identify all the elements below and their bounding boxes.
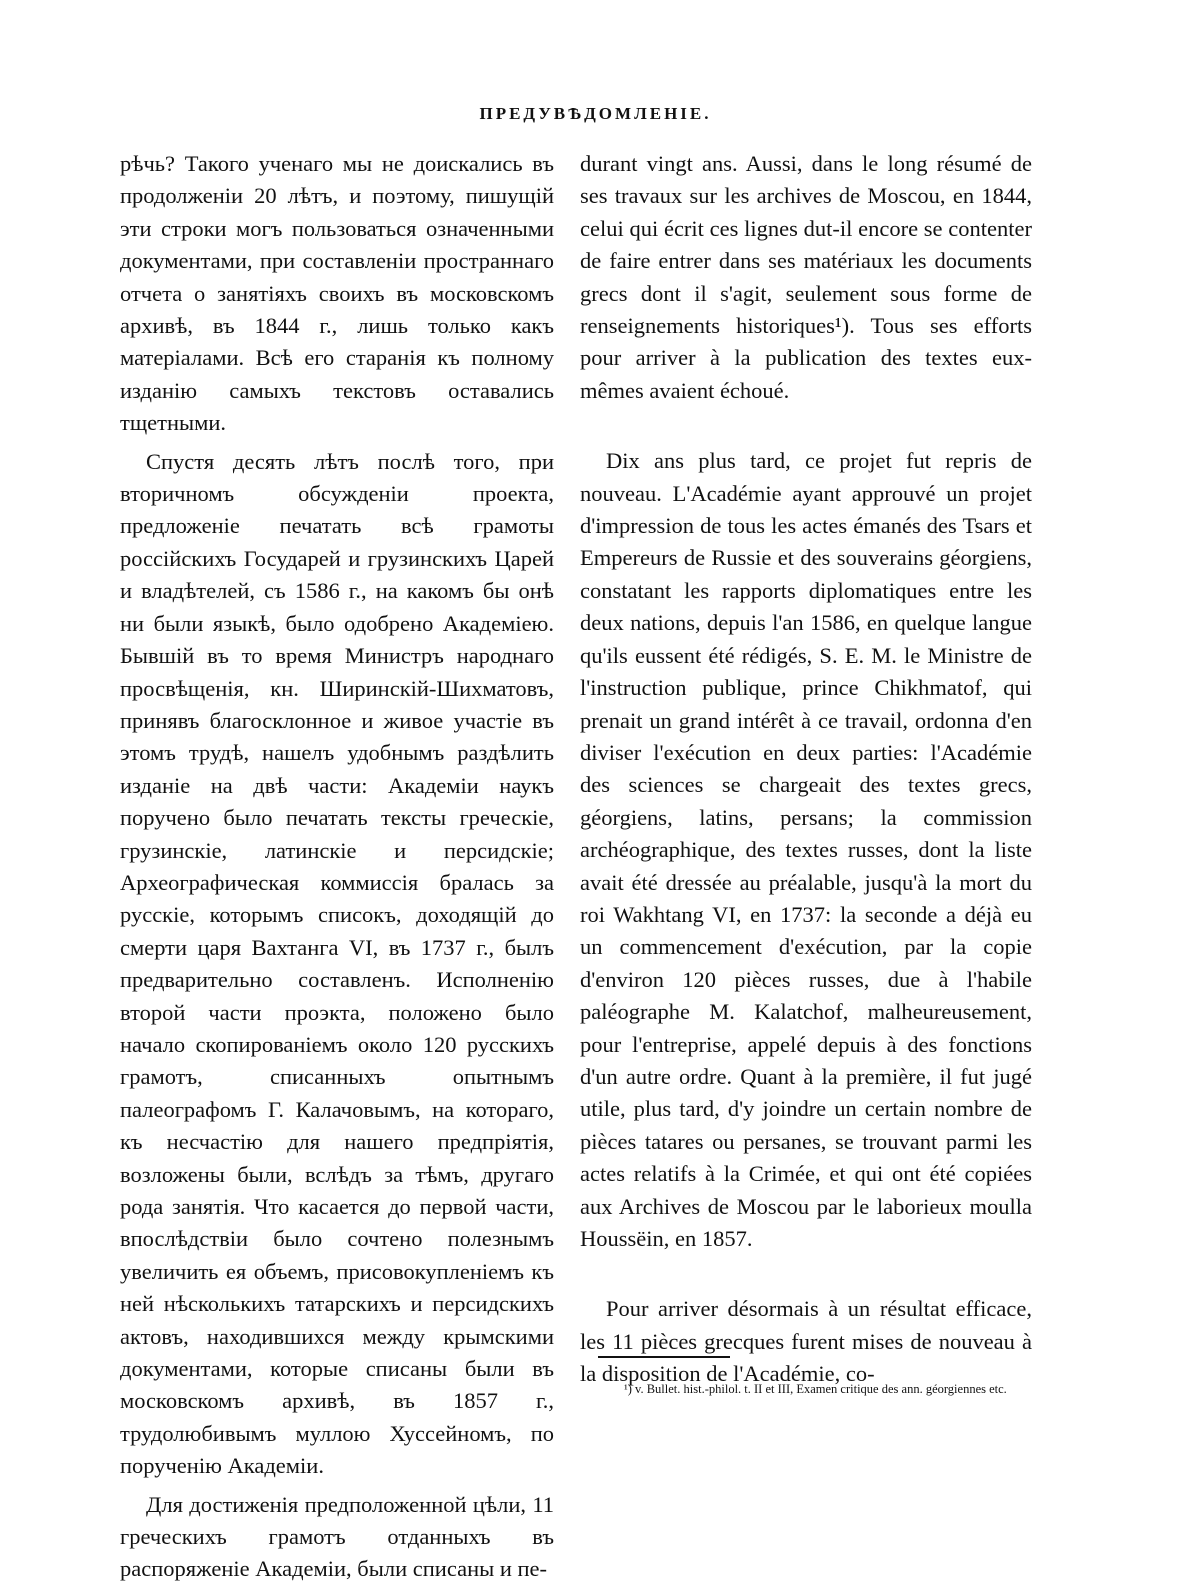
footnote-text: ¹) v. Bullet. hist.-philol. t. II et III, Examen critique des ann. géorgiennes etc.: [624, 1382, 1007, 1396]
running-header: ПРЕДУВѢДОМЛЕНІЕ.: [479, 104, 712, 123]
paragraph-fr-1: durant vingt ans. Aussi, dans le long résumé de ses travaux sur les archives de Moscou, en 1844, celui qui écrit ces lignes dut-il encore se contenter de faire entrer dans ses matériaux les documents grecs dont il s'agit, seulement sous forme de renseignements historiques¹). Tous ses efforts pour arriver à la publication des textes eux-mêmes avaient échoué.: [580, 151, 1032, 403]
paragraph-fr-2: Dix ans plus tard, ce projet fut repris de nouveau. L'Académie ayant approuvé un projet d'impression de tous les actes émanés des Tsars et Empereurs de Russie et des souverains géorgiens, constatant les rapports diplomatiques entre les deux nations, depuis l'an 1586, en quelque langue qu'ils eussent été rédigés, S. E. M. le Ministre de l'instruction publique, prince Chikhmatof, qui prenait un grand intérêt à ce travail, ordonna d'en diviser l'exécution en deux parties: l'Académie des sciences se chargeait des textes grecs, géorgiens, latins, persans; la commission archéographique, des textes russes, dont la liste avait été dressée au préalable, jusqu'à la mort du roi Wakhtang VI, en 1737: la seconde a déjà eu un commencement d'exécution, par la copie d'environ 120 pièces russes, due à l'habile paléographe M. Kalatchof, malheureusement, pour l'entreprise, appelé depuis à des fonctions d'un autre ordre. Quant à la première, il fut jugé utile, plus tard, d'y joindre un certain nombre de pièces tatares ou persanes, se trouvant parmi les actes relatifs à la Crimée, et qui ont été copiées aux Archives de Moscou par le laborieux moulla Houssëin, en 1857.: [580, 448, 1032, 1251]
footnote-rule: [598, 1356, 730, 1358]
paragraph-ru-2: Спустя десять лѣтъ послѣ того, при вторичномъ обсужденіи проекта, предложеніе печатать всѣ грамоты россійскихъ Государей и грузинскихъ Царей и владѣтелей, съ 1586 г., на какомъ бы онѣ ни были языкѣ, было одобрено Академіею. Бывшій въ то время Министръ народнаго просвѣщенія, кн. Ширинскій-Шихматовъ, принявъ благосклонное и живое участіе въ этомъ трудѣ, нашелъ удобнымъ раздѣлить изданіе на двѣ части: Академіи наукъ поручено было печатать тексты греческіе, грузинскіе, латинскіе и персидскіе; Археографическая коммиссія бралась за русскіе, которымъ списокъ, доходящій до смерти царя Вахтанга VI, въ 1737 г., былъ предварительно составленъ. Исполненію второй части проэкта, положено было начало скопированіемъ около 120 русскихъ грамотъ, списанныхъ опытнымъ палеографомъ Г. Калачовымъ, на котораго, къ несчастію для нашего предпріятія, возложены были, вслѣдъ за тѣмъ, другаго рода занятія. Что касается до первой части, впослѣдствіи было сочтено полезнымъ увеличить ея объемъ, присовокупленіемъ къ ней нѣсколькихъ татарскихъ и персидскихъ актовъ, находившихся между крымскими документами, которые списаны были въ московскомъ архивѣ, въ 1857 г., трудолюбивымъ муллою Хуссейномъ, по порученію Академіи.: [120, 448, 554, 1479]
paragraph-ru-1: рѣчь? Такого ученаго мы не доискались въ продолженіи 20 лѣтъ, и поэтому, пишущій эти строки могъ пользоваться означенными документами, при составленіи пространнаго отчета о занятіяхъ своихъ въ московскомъ архивѣ, въ 1844 г., лишь только какъ матеріалами. Всѣ его старанія къ полному изданію самыхъ текстовъ оставались тщетными.: [120, 151, 554, 436]
paragraph-ru-3: Для достиженія предположенной цѣли, 11 греческихъ грамотъ отданныхъ въ распоряженіе Академіи, были списаны и пе-: [120, 1491, 554, 1582]
left-column-russian: [120, 148, 554, 1586]
right-column-french: [580, 148, 1032, 1391]
paragraph-fr-3: Pour arriver désormais à un résultat efficace, les 11 pièces grecques furent mises de nouveau à la disposition de l'Académie, co-: [580, 1296, 1032, 1387]
footnote: [598, 1380, 1034, 1399]
